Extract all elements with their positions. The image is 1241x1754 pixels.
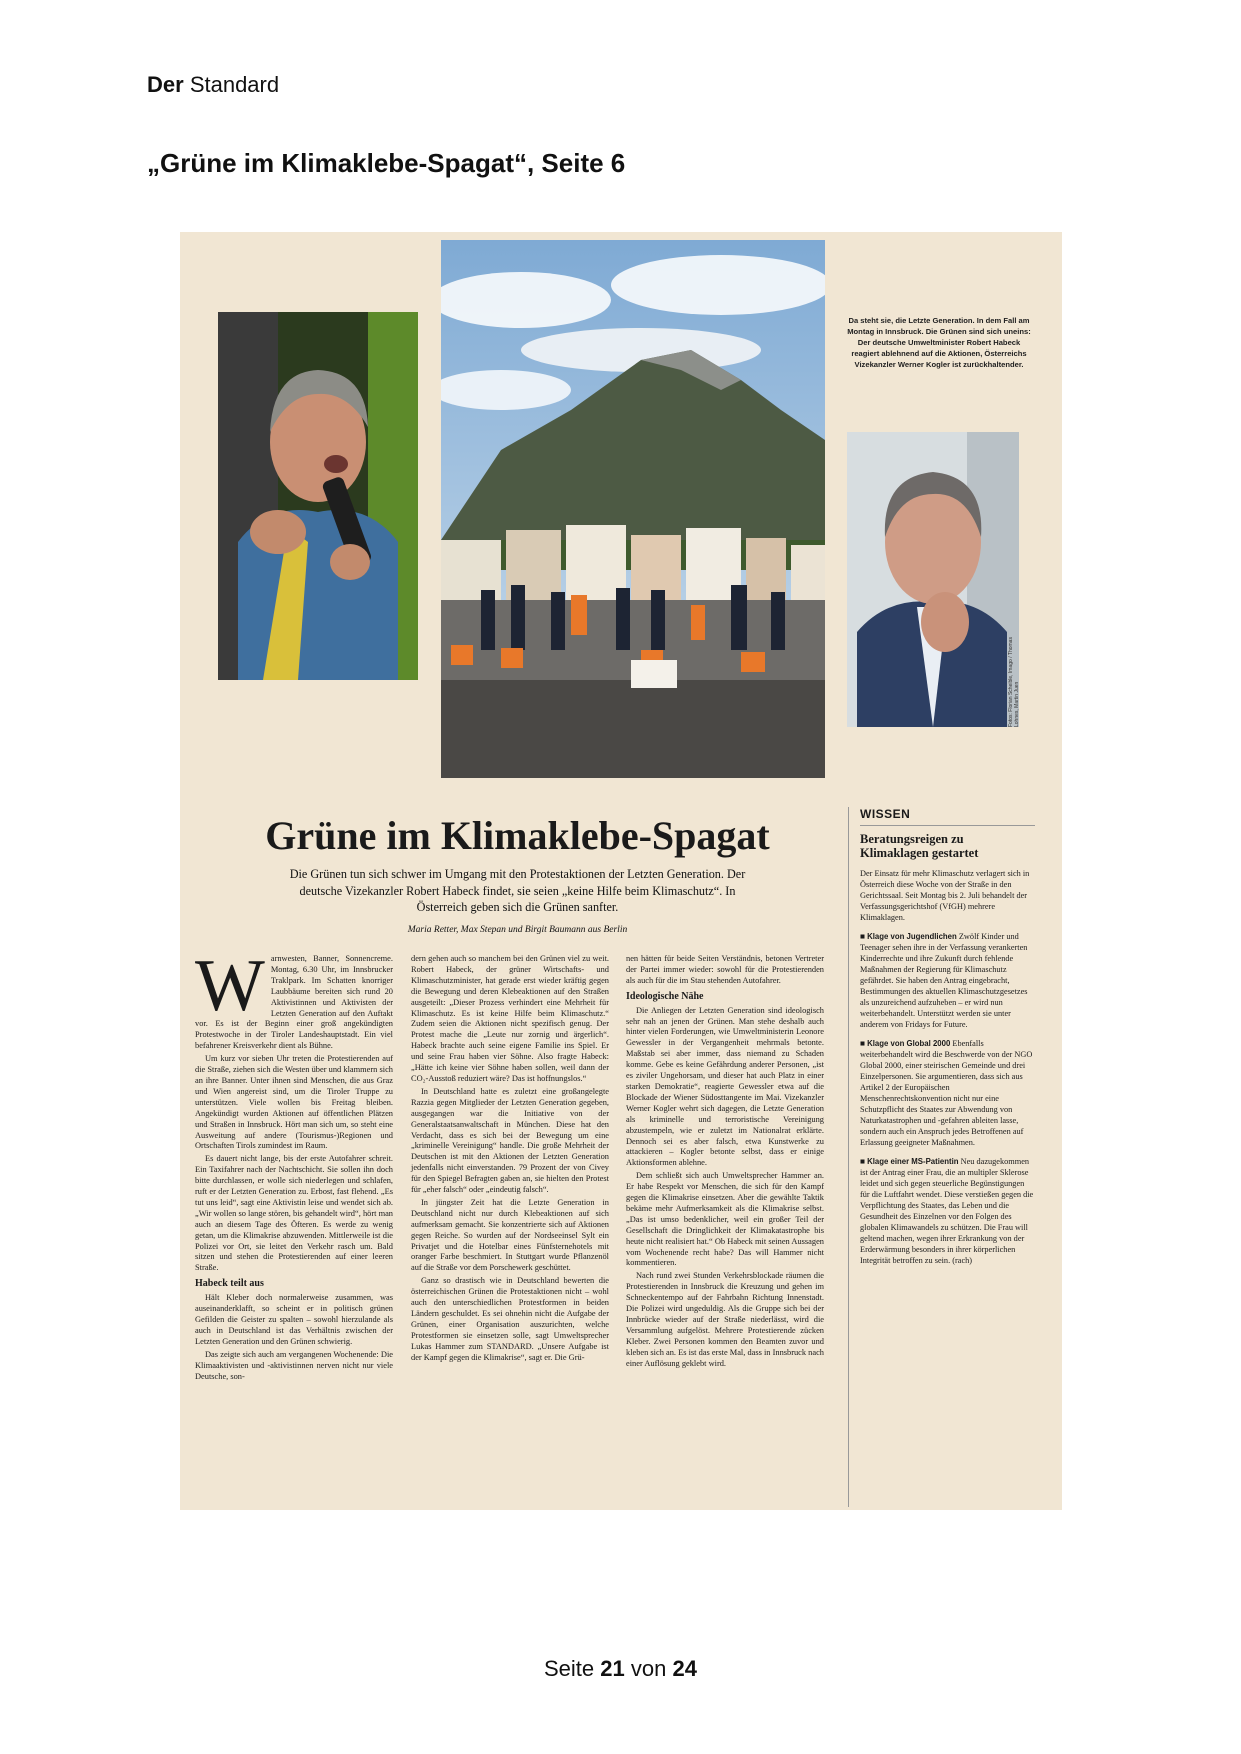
newspaper-clipping [180,232,1062,1510]
article-column-1 [195,945,393,1384]
drop-cap: W [195,945,265,1027]
paragraph: In Deutschland hatte es zuletzt eine großangelegte Razzia gegen Mitglieder der Letzten Generation gegeben, ausgegangen war die Initiative von der Generalstaatsanwaltschaft in München. Diese hat den Verdacht, dass es sich bei der Bewegung um eine „kriminelle Vereinigung“ handle. Die große Mehrheit der Deutschen ist mit den Aktionen der Letzten Generation jedenfalls nicht einverstanden. 79 Prozent der von Civey für den Spiegel Befragten gaben an, sie hielten den Protest für „eher falsch“ oder „eindeutig falsch“. [411,1086,609,1195]
sidebar-item: ■ Klage einer MS-Patientin Neu dazugekommen ist der Antrag einer Frau, die an multipler Sklerose leidet und sich gegen steuerliche Begünstigungen für die Luftfahrt wendet. Diese verstießen gegen die Verpflichtung des Staates, das Leben und die Gesundheit des Einzelnen vor den Folgen des globalen Klimawandels zu schützen. Die Frau will geltend machen, wegen ihrer Erkrankung von der Erderwärmung besonders in ihrer körperlichen Integrität betroffen zu sein. (rach) [860,1157,1034,1265]
paragraph: Die Anliegen der Letzten Generation sind ideologisch sehr nah an jenen der Grünen. Man stehe deshalb auch hinter vielen Forderungen, wie Umweltministerin Leonore Gewessler in der Vergangenheit mehrmals betonte. Maßstab sei aber immer, dass niemand zu Schaden komme. Gebe es keine Gefährdung anderer Personen, „ist es ziviler Ungehorsam, und dieser hat auch Platz in einer starken Demokratie“, reagierte Gewessler etwa auf die Blockade der Wiener Südosttangente im Mai. Vizekanzler Werner Kogler wehrt sich dagegen, die Letzte Generation als kriminelle und terroristische Vereinigung abzustempeln, wie er zuletzt im Nationalrat erklärte. Dennoch sei es aber falsch, etwa Kunstwerke zu attackieren – Kogler betonte selbst, dass er einige Aktionsformen ablehne. [626,1005,824,1168]
kogler-photo [847,432,1019,727]
innsbruck-protest-photo [441,240,825,778]
paragraph: Das zeigte sich auch am vergangenen Wochenende: Die Klimaaktivisten und -aktivistinnen nerven nicht nur viele Deutsche, son- [195,1349,393,1381]
paragraph: Ganz so drastisch wie in Deutschland bewerten die österreichischen Grünen die Protestaktionen nicht – wohl auch den unterschiedlichen Protestformen in beiden Ländern geschuldet. Es sei ohnehin nicht die Aufgabe der Grünen, einer Organisation auszurichten, welche Protestformen sie einsetzen solle, sagt Umweltsprecher Lukas Hammer zum STANDARD. „Unsere Aufgabe ist der Kampf gegen die Klimakrise“, sagt er. Die Grü- [411,1276,609,1362]
paragraph: nen hätten für beide Seiten Verständnis, betonen Vertreter der Partei immer wieder: sowohl für die Protestierenden als auch für die im Stau stehenden Autofahrer. [626,954,824,985]
paragraph: In jüngster Zeit hat die Letzte Generation in Deutschland nicht nur durch Klebeaktionen auf sich aufmerksam gemacht. Sie konzentrierte sich auf Aktionen gegen Reiche. So wurden auf der Nordseeinsel Sylt ein Privatjet und die Hotelbar eines Fünfsternehotels mit oranger Farbe beschmiert. In Stuttgart wurde Pflanzenöl auf die Straße vor dem Porschewerk geschüttet. [411,1197,609,1273]
sidebar-kicker: WISSEN [860,807,1035,826]
paragraph: arnwesten, Banner, Sonnencreme. Montag, 6.30 Uhr, im Innsbrucker Traklpark. Im Schatten knorriger Laubbäume bereiten sich rund 20 Aktivistinnen und Aktivisten der Letzten Generation auf den Auftakt vor. Es ist der Beginn einer groß angekündigten Protestwoche in der Tiroler Landeshauptstadt. Ein viel befahrener Kreisverkehr dient als Bühne. [195,954,393,1051]
publication-name: Der Standard [147,72,280,97]
paragraph: Es dauert nicht lange, bis der erste Autofahrer schreit. Ein Taxifahrer nach der Nachtschicht. Sie sollen ihn doch bitte durchlassen, er wolle sich niederlegen und schlafen, ruft er der Letzten Generation zu. Erbost, fast flehend. „Es tut uns leid“, sagt eine Aktivistin leise und wendet sich ab. „Wir wollen so lange stören, bis gehandelt wird“, hört man auch an diesem Tage des Öfteren. Es werde zu wenig getan, um die Klimakrise abzuwenden. Mittlerweile ist die Polizei vor Ort, sie leitet den Verkehr rasch um. Bald sitzen und stehen die Protestierenden auf einer leeren Straße. [195,1154,393,1273]
paragraph: Um kurz vor sieben Uhr treten die Protestierenden auf die Straße, ziehen sich die Westen über und klammern sich an ihre Banner. Unter ihnen sind Menschen, die aus Graz und Wien angereist sind, um die Tiroler Truppe zu unterstützen. Viele wollen bis Freitag bleiben. Angekündigt wurden Aktionen auf öffentlichen Plätzen und Straßen in Innsbruck. Hört man sich um, so steht eine Ausweitung auf andere (Tourismus-)Regionen und Ortschaften Tirols zumindest im Raum. [195,1054,393,1151]
subheading: Ideologische Nähe [626,990,704,1002]
article-reference-title: „Grüne im Klimaklebe-Spagat“, Seite 6 [147,148,626,178]
habeck-photo [218,312,418,680]
paragraph: Hält Kleber doch normalerweise zusammen, was auseinanderklafft, so scheint er in politisch grünen Gefilden die Geister zu spalten – sowohl hierzulande als auch in Deutschland ist das Verhältnis zwischen der Letzten Generation und den Grünen schwierig. [195,1293,393,1346]
article-lead: Die Grünen tun sich schwer im Umgang mit den Protestaktionen der Letzten Generation. Der deutsche Vizekanzler Robert Habeck findet, sie seien „keine Hilfe beim Klimaschutz“. In Österreich geben sich die Grünen sanfter. [289,867,746,914]
sidebar-item: ■ Klage von Global 2000 Ebenfalls weiterbehandelt wird die Beschwerde von der NGO Global 2000, einer steirischen Gemeinde und drei Einzelpersonen. Sie argumentieren, dass sich aus Artikel 2 der Europäischen Menschenrechtskonvention nicht nur eine Schutzpflicht des Staates zur Abwendung von Naturkatastrophen und -gefahren ableiten lasse, sondern auch ein Anspruch jedes Betroffenen auf Erlassung geeigneter Maßnahmen. [860,1039,1033,1147]
article-column-3 [626,954,824,1372]
article-byline: Maria Retter, Max Stepan und Birgit Baumann aus Berlin [407,925,628,935]
page-footer: Seite 21 von 24 [544,1656,697,1681]
photo-credit: Fotos: Florian Scheible, Imago / Thomas Lohnes, Martin Juen [1008,637,1020,727]
article-column-2 [411,954,609,1366]
paragraph: dern gehen auch so manchem bei den Grünen viel zu weit. Robert Habeck, der grüner Wirtschafts- und Klimaschutzminister, hat gerade erst wieder kräftig gegen die Bewegung und deren Klebeaktionen auf den Straßen ausgeteilt: „Dieser Prozess verhindert eine Mehrheit für Klimaschutz. Es ist keine Hilfe beim Klimaschutz.“ Zudem seien die Aktionen nicht spezifisch genug. Der Protest mache die „Leute nur zornig und ärgerlich“. Habeck brachte auch seine eigene Familie ins Spiel. Er und seine Frau haben vier Söhne. Also fragte Habeck: „Hätte ich keine vier Söhne haben sollen, weil dann der CO₂-Ausstoß reduziert wäre? Das ist hoffnungslos.“ [411,954,609,1083]
paragraph: Dem schließt sich auch Umweltsprecher Hammer an. Er habe Respekt vor Menschen, die sich für den Kampf gegen die Klimakrise einsetzen. Aber die gewählte Taktik bekäme mehr Aufmerksamkeit als die Klimakrise selbst. „Das ist umso bedenklicher, weil ein großer Teil der Gesellschaft die Dringlichkeit der Klimakatastrophe bis heute nicht realisiert hat.“ Ob Habeck mit seinen Aussagen vom Wochenende recht habe? Das will Hammer nicht kommentieren. [626,1171,824,1268]
article-headline: Grüne im Klimaklebe-Spagat [265,813,770,858]
sidebar-title: Beratungsreigen zu Klimaklagen gestartet [860,832,979,860]
sidebar-divider [848,807,849,1507]
sidebar-item: ■ Klage von Jugendlichen Zwölf Kinder und Teenager sehen ihre in der Verfassung verankerten Kinderrechte und ihre Zukunft durch fehlende Maßnahmen der Regierung für Klimaschutz gefährdet. Sie haben den Antrag eingebracht, Bestimmungen des aktuellen Klimaschutzgesetzes als unzureichend aufzuheben – er wird nun weiterbehandelt. Unterstützt werden sie unter anderem von Fridays for Future. [860,932,1028,1029]
info-sidebar [860,807,1035,1274]
paragraph: Nach rund zwei Stunden Verkehrsblockade räumen die Protestierenden in Innsbruck die Kreuzung und gehen im Schneckentempo auf der Fahrbahn Richtung Innenstadt. Die Polizei wird ungeduldig. Als die Gruppe sich bei der Innbrücke wieder auf der Straße niederlässt, wird die Versammlung aufgelöst. Mehrere Protestierende zücken Kleber. Zwei Personen kommen den Beamten zuvor und kleben sich an. Es ist das erste Mal, dass in Innsbruck nach einer Auflösung geklebt wird. [626,1271,824,1368]
subheading: Habeck teilt aus [195,1278,264,1290]
photo-caption: Da steht sie, die Letzte Generation. In dem Fall am Montag in Innsbruck. Die Grünen sind sich uneins: Der deutsche Umweltminister Robert Habeck reagiert ablehnend auf die Aktionen, Österreichs Vizekanzler Werner Kogler ist zurückhaltender. [847,316,1031,369]
sidebar-intro: Der Einsatz für mehr Klimaschutz verlagert sich in Österreich diese Woche von der Straße in den Gerichtssaal. Seit Montag bis 2. Juli behandelt der Verfassungsgerichtshof (VfGH) mehrere Klimaklagen. [860,869,1030,922]
